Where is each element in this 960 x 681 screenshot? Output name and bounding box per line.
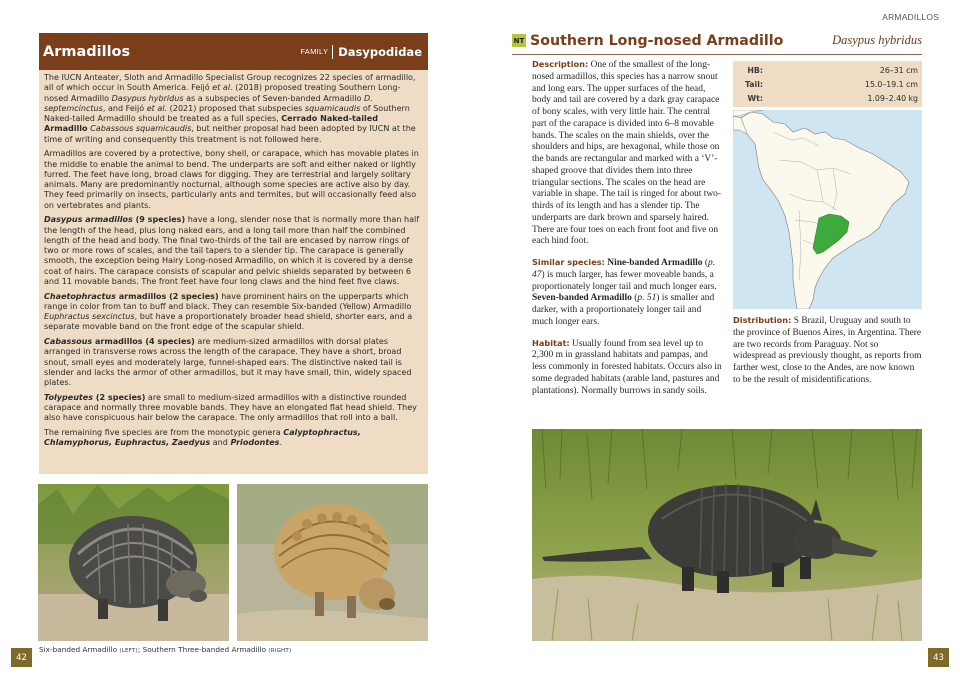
text-run: are medium-sized armadillos with dorsal plates arranged in transverse rows across the length of the carapace. They have a short, broad snout, small eyes and moderately large, funnel-shaped ears. The distinctive naked tail is slender and lacks the armor of other armadillos, but it may have small, thin, widely spaced plates.	[44, 337, 412, 387]
family-paragraph	[44, 73, 423, 145]
measurements-box	[733, 61, 922, 107]
text-run: Tolypeutes	[44, 392, 94, 402]
text-run: armadillos (4 species)	[92, 337, 195, 346]
text-run: Nine-banded Armadillo	[604, 258, 703, 268]
measurement-row	[737, 91, 918, 105]
page-number-left: 42	[11, 648, 32, 667]
text-run: Euphractus sexcinctus	[44, 312, 135, 321]
species-common-name: Southern Long-nosed Armadillo	[530, 32, 784, 49]
southern-three-banded-armadillo-photo	[237, 484, 428, 641]
text-run: Cabassous	[44, 337, 93, 346]
measurement-row	[737, 77, 918, 91]
text-run: (2021) proposed that subspecies	[167, 103, 305, 113]
text-run: as a subspecies of Seven-banded Armadillo	[183, 93, 364, 103]
text-run: Cerrado Naked-tailed Armadillo	[44, 114, 378, 134]
species-description-column	[532, 59, 722, 406]
family-paragraph	[44, 337, 423, 388]
measurement-label: Tail:	[744, 79, 763, 89]
text-run: The remaining five species are from the monotypic genera	[44, 428, 284, 437]
text-run: D. septemcinctus	[44, 93, 373, 113]
text-run: and	[210, 438, 231, 448]
measurement-label: Wt:	[747, 93, 763, 103]
family-common-name: Armadillos	[43, 43, 131, 60]
family-label: FAMILY	[300, 47, 329, 56]
text-run: of Southern Naked-tailed Armadillo should be treated as a full species,	[44, 103, 410, 123]
distribution-text	[733, 315, 923, 387]
text-run: et al.	[212, 83, 233, 93]
family-paragraph	[44, 215, 423, 287]
family-scientific-name: Dasypodidae	[338, 44, 422, 59]
measurement-value: 15.0–19.1 cm	[865, 79, 918, 89]
header-rule	[512, 54, 922, 55]
text-run: Chaetophractus	[44, 291, 116, 301]
text-run: Dasypus armadillos	[44, 215, 133, 225]
family-description-box	[39, 70, 428, 474]
conservation-status-badge: NT	[512, 34, 526, 47]
measurement-row	[737, 63, 918, 77]
text-run: .	[279, 438, 283, 448]
southern-long-nosed-armadillo-photo	[532, 429, 922, 641]
measurement-label: HB:	[747, 65, 763, 75]
text-run: , and Feijó	[102, 103, 147, 113]
species-section	[532, 257, 722, 329]
text-run: Seven-banded Armadillo	[532, 293, 632, 304]
family-paragraph	[44, 292, 423, 333]
running-head: ARMADILLOS	[882, 12, 939, 22]
text-run: have a long, slender nose that is normally more than half the length of the head, plus long naked ears, and a long tail more than half the combined length of the head and body. The final two-thirds of the tail are encased by narrow rings of two or more rows of scales, and the tail tapers to a slender tip. The carapace is generally smooth, the exception being Hairy Long-nosed Armadillo, on which it is covered by a dense coat of hairs. The carapace consists of scapular and pelvic shields separated by between 6 and 11 movable bands. The front feet have four long claws and the hind feet five claws.	[44, 215, 420, 286]
text-run: Usually found from sea level up to 2,300 m in grassland habitats and pampas, and less commonly in forested habitats. Occurs also in some degraded habitats (arable land, pastures and plantations). Normally burrows in sandy soils.	[532, 338, 722, 396]
family-paragraph	[44, 393, 423, 424]
species-scientific-name: Dasypus hybridus	[832, 33, 922, 47]
text-run: squamicaudis	[304, 103, 361, 113]
measurement-value: 1.09–2.40 kg	[867, 93, 918, 103]
text-run: Priodontes	[230, 438, 280, 448]
text-run: have prominent hairs on the upperparts which range in color from tan to buff and black. They can resemble Six-banded (Yellow) Armadillo	[44, 291, 412, 311]
photo-caption	[39, 645, 291, 654]
measurement-value: 26–31 cm	[879, 65, 918, 75]
caption-text-2: ; Southern Three-banded Armadillo	[137, 645, 269, 654]
text-run: , but have a proportionately broader head shield, shorter ears, and a separate movable band on the front edge of the scapular shield.	[44, 312, 413, 332]
text-run: armadillos (2 species)	[115, 291, 219, 301]
distribution-heading: Distribution:	[733, 315, 792, 325]
text-run: Armadillos are covered by a protective, bony shell, or carapace, which has movable plates in the middle to enable the animal to bend. The underparts are soft and either naked or lightly furred. The feet have long, broad claws for digging. They are terrestrial and largely solitary animals. Many are predominantly nocturnal, although some species are active also by day. They feed primarily on insects, particularly ants and termites, but will occasionally feed also on vertebrates and plants.	[44, 149, 419, 210]
text-run: p. 47	[532, 258, 716, 280]
distribution-map	[733, 110, 922, 309]
section-heading: Similar species:	[532, 257, 605, 267]
section-heading: Habitat:	[532, 337, 570, 348]
text-run: (	[631, 293, 638, 304]
text-run: Dasypus hybridus	[111, 93, 184, 103]
species-section	[532, 338, 722, 398]
text-run: (2 species)	[93, 392, 146, 402]
section-heading: Description:	[532, 59, 589, 69]
family-divider	[332, 45, 333, 59]
caption-tag-right: (RIGHT)	[268, 648, 292, 654]
family-paragraph	[44, 428, 423, 449]
text-run: , but neither proposal had been adopted by IUCN at the time of writing and consequently this treatment is not followed here.	[44, 124, 416, 144]
text-run: (2018) proposed treating Southern Long-nosed Armadillo	[44, 83, 401, 103]
text-run: et al.	[146, 103, 168, 113]
text-run: The IUCN Anteater, Sloth and Armadillo Specialist Group recognizes 22 species of armadillo, all of which occur in South America. Feijó	[44, 73, 416, 93]
family-header	[39, 33, 428, 70]
page-number-right: 43	[928, 648, 949, 667]
family-paragraph	[44, 149, 423, 211]
caption-text-1: Six-banded Armadillo	[39, 645, 120, 654]
caption-tag-left: (LEFT)	[119, 648, 138, 654]
family-scientific-block	[300, 45, 422, 59]
text-run: ) is much larger, has fewer moveable bands, a proportionately longer tail and much longer ears.	[532, 269, 717, 292]
text-run: p. 51	[637, 293, 657, 304]
species-header	[512, 30, 922, 51]
text-run: are small to medium-sized armadillos with a distinctive rounded carapace and normally three movable bands. They have an elongated flat head shield. They also have conspicuous hair below the carapace. The only armadillos that roll into a ball.	[44, 392, 417, 423]
text-run: One of the smallest of the long-nosed armadillos, this species has a narrow snout and long ears. The upper surfaces of the head, body and tail are covered by a dark gray carapace of bony scales, with very little hair. The central part of the carapace is divided into 6–8 movable bands. The scales on the main shields, over the shoulders and hips, are hexagonal, while those on the bands are rectangular and marked with a ‘V’-shaped groove that divides them into three triangular sections. The scales on the head are variable in shape. The tail is ringed for about two-thirds of its length and has a slender tip. The underparts are dark brown and sparsely haired. There are four toes on each front foot and five on each hind foot.	[532, 60, 722, 247]
text-run: Calyptophractus, Chlamyphorus, Euphractus, Zaedyus	[44, 428, 361, 448]
six-banded-armadillo-photo	[38, 484, 229, 641]
distribution-body: S Brazil, Uruguay and south to the province of Buenos Aires, in Argentina. There are two records from Paraguay. Not so widespread as previously thought, as reports from farther west, close to the Andes, are now known to be the result of misidentifications.	[733, 316, 922, 385]
text-run: ) is smaller and darker, with a proportionately longer tail and much longer ears.	[532, 293, 715, 327]
text-run: Cabassous squamicaudis	[90, 124, 192, 134]
text-run: (	[702, 258, 708, 268]
species-section	[532, 59, 722, 248]
text-run: (9 species)	[132, 215, 186, 225]
